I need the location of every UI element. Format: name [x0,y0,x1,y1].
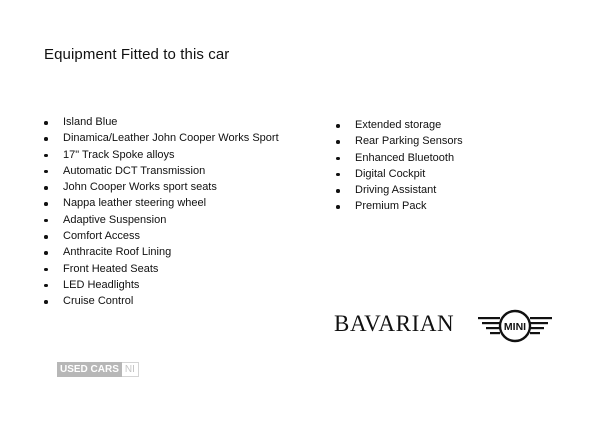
bullet-icon [336,205,340,209]
equipment-item [336,150,463,166]
equipment-item-label: 17" Track Spoke alloys [63,148,175,161]
bullet-icon [336,173,340,177]
bullet-icon [44,284,48,288]
equipment-item [44,244,279,260]
equipment-item [44,147,279,163]
equipment-item-label: Cruise Control [63,295,134,308]
bullet-icon [44,137,48,141]
equipment-item-label: Rear Parking Sensors [355,135,463,148]
bullet-icon [44,186,48,190]
bullet-icon [44,121,48,125]
brand-logo-text: MINI [503,321,527,333]
equipment-item-label: Automatic DCT Transmission [63,164,206,177]
equipment-item-label: LED Headlights [63,278,140,291]
bullet-icon [336,157,340,161]
bullet-icon [44,300,48,304]
equipment-item-label: Adaptive Suspension [63,213,167,226]
equipment-item [44,163,279,179]
equipment-list-left [44,114,279,310]
equipment-item [44,179,279,195]
bullet-icon [44,235,48,239]
equipment-item [336,117,463,133]
badge-suffix-text: NI [122,362,139,377]
used-cars-badge [57,362,139,377]
equipment-item-label: Driving Assistant [355,184,437,197]
bullet-icon [336,124,340,128]
bullet-icon [44,268,48,272]
equipment-item [44,228,279,244]
bullet-icon [44,251,48,255]
equipment-item [336,182,463,198]
dealer-logo: BAVARIAN [334,311,455,336]
equipment-item [336,166,463,182]
equipment-item-label: Comfort Access [63,230,141,243]
equipment-item-label: Front Heated Seats [63,262,159,275]
equipment-item [44,261,279,277]
equipment-item-label: Premium Pack [355,200,427,213]
mini-logo-icon [476,308,554,344]
equipment-item [336,133,463,149]
badge-main-text: USED CARS [57,362,122,377]
bullet-icon [336,140,340,144]
equipment-item [44,195,279,211]
equipment-item [44,130,279,146]
equipment-item-label: John Cooper Works sport seats [63,181,217,194]
equipment-item-label: Enhanced Bluetooth [355,151,455,164]
equipment-item-label: Nappa leather steering wheel [63,197,207,210]
equipment-item [336,198,463,214]
equipment-item-label: Anthracite Roof Lining [63,246,172,259]
page-title: Equipment Fitted to this car [44,46,230,63]
equipment-list-right [336,117,463,215]
equipment-item [44,212,279,228]
bullet-icon [44,202,48,206]
equipment-item [44,114,279,130]
equipment-item [44,293,279,309]
equipment-item-label: Dinamica/Leather John Cooper Works Sport [63,132,279,145]
equipment-item [44,277,279,293]
bullet-icon [336,189,340,193]
bullet-icon [44,170,48,174]
equipment-item-label: Island Blue [63,116,118,128]
bullet-icon [44,219,48,223]
bullet-icon [44,154,48,158]
equipment-item-label: Digital Cockpit [355,167,426,180]
equipment-item-label: Extended storage [355,119,442,131]
